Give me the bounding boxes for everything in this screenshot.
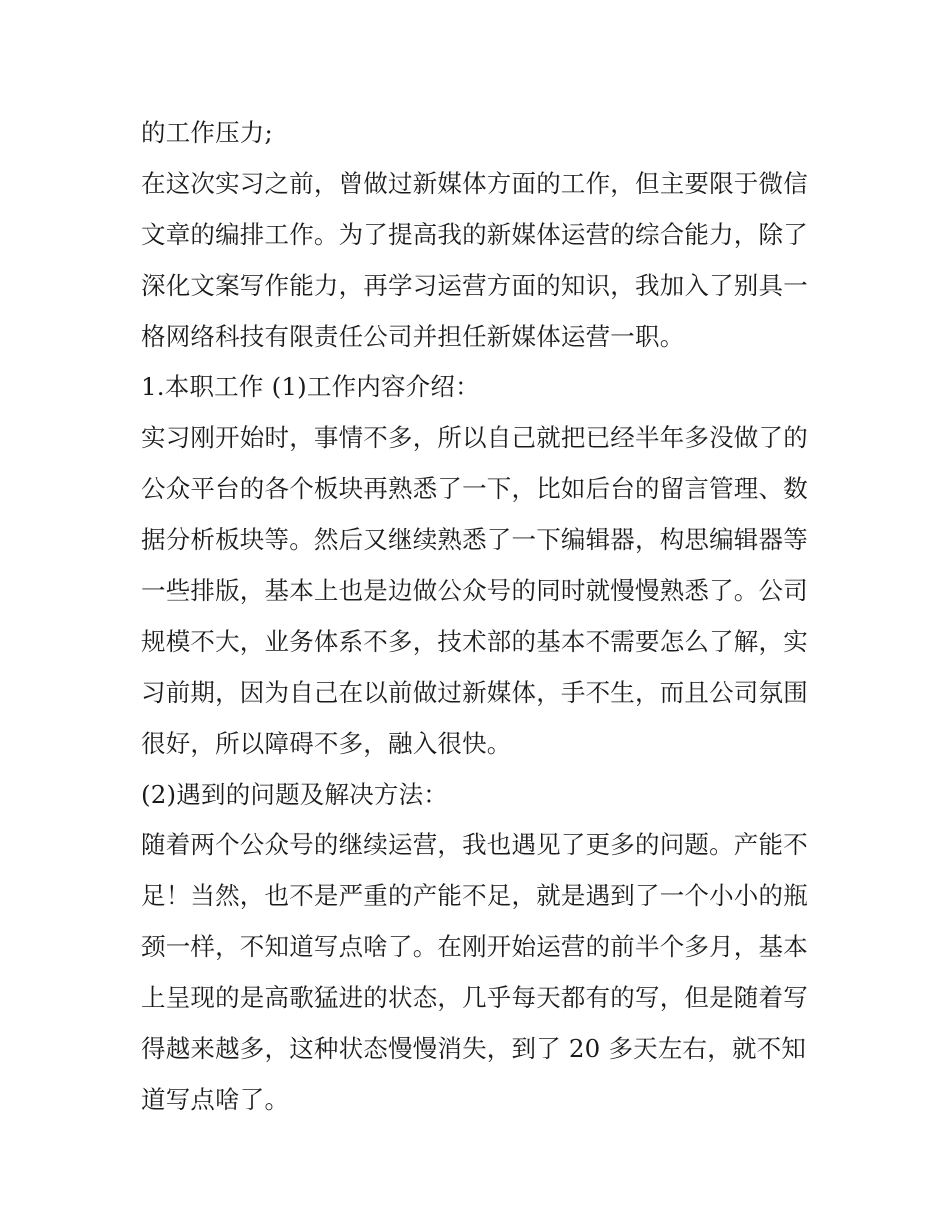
text-line: 的工作压力;: [141, 118, 273, 147]
body-text: [141, 108, 821, 1126]
text-line: 实习刚开始时，事情不多，所以自己就把已经半年多没做了的: [141, 423, 808, 453]
text-line: 公众平台的各个板块再熟悉了一下，比如后台的留言管理、数: [141, 474, 808, 504]
text-line: 格网络科技有限责任公司并担任新媒体运营一职。: [141, 321, 685, 351]
section-heading-line: (2)遇到的问题及解决方法：: [141, 779, 449, 809]
text-line: 在这次实习之前，曾做过新媒体方面的工作，但主要限于微信: [141, 168, 808, 198]
text-line: 据分析板块等。然后又继续熟悉了一下编辑器，构思编辑器等: [141, 525, 808, 555]
text-line: 足！当然，也不是严重的产能不足，就是遇到了一个小小的瓶: [141, 881, 808, 911]
text-line: 深化文案写作能力，再学习运营方面的知识，我加入了别具一: [141, 270, 808, 300]
text-line: 随着两个公众号的继续运营，我也遇见了更多的问题。产能不: [141, 830, 808, 860]
text-line: 得越来越多，这种状态慢慢消失，到了 20 多天左右，就不知: [141, 1034, 807, 1064]
text-line: 道写点啥了。: [141, 1084, 290, 1114]
text-line: 规模不大，业务体系不多，技术部的基本不需要怎么了解，实: [141, 626, 808, 656]
section-heading-line: 1.本职工作 (1)工作内容介绍：: [141, 372, 480, 402]
text-line: 很好，所以障碍不多，融入很快。: [141, 728, 512, 758]
text-line: 习前期，因为自己在以前做过新媒体，手不生，而且公司氛围: [141, 677, 808, 707]
text-line: 一些排版，基本上也是边做公众号的同时就慢慢熟悉了。公司: [141, 576, 808, 606]
text-line: 上呈现的是高歌猛进的状态，几乎每天都有的写，但是随着写: [141, 983, 808, 1013]
text-line: 文章的编排工作。为了提高我的新媒体运营的综合能力，除了: [141, 219, 808, 249]
text-line: 颈一样，不知道写点啥了。在刚开始运营的前半个多月，基本: [141, 932, 808, 962]
